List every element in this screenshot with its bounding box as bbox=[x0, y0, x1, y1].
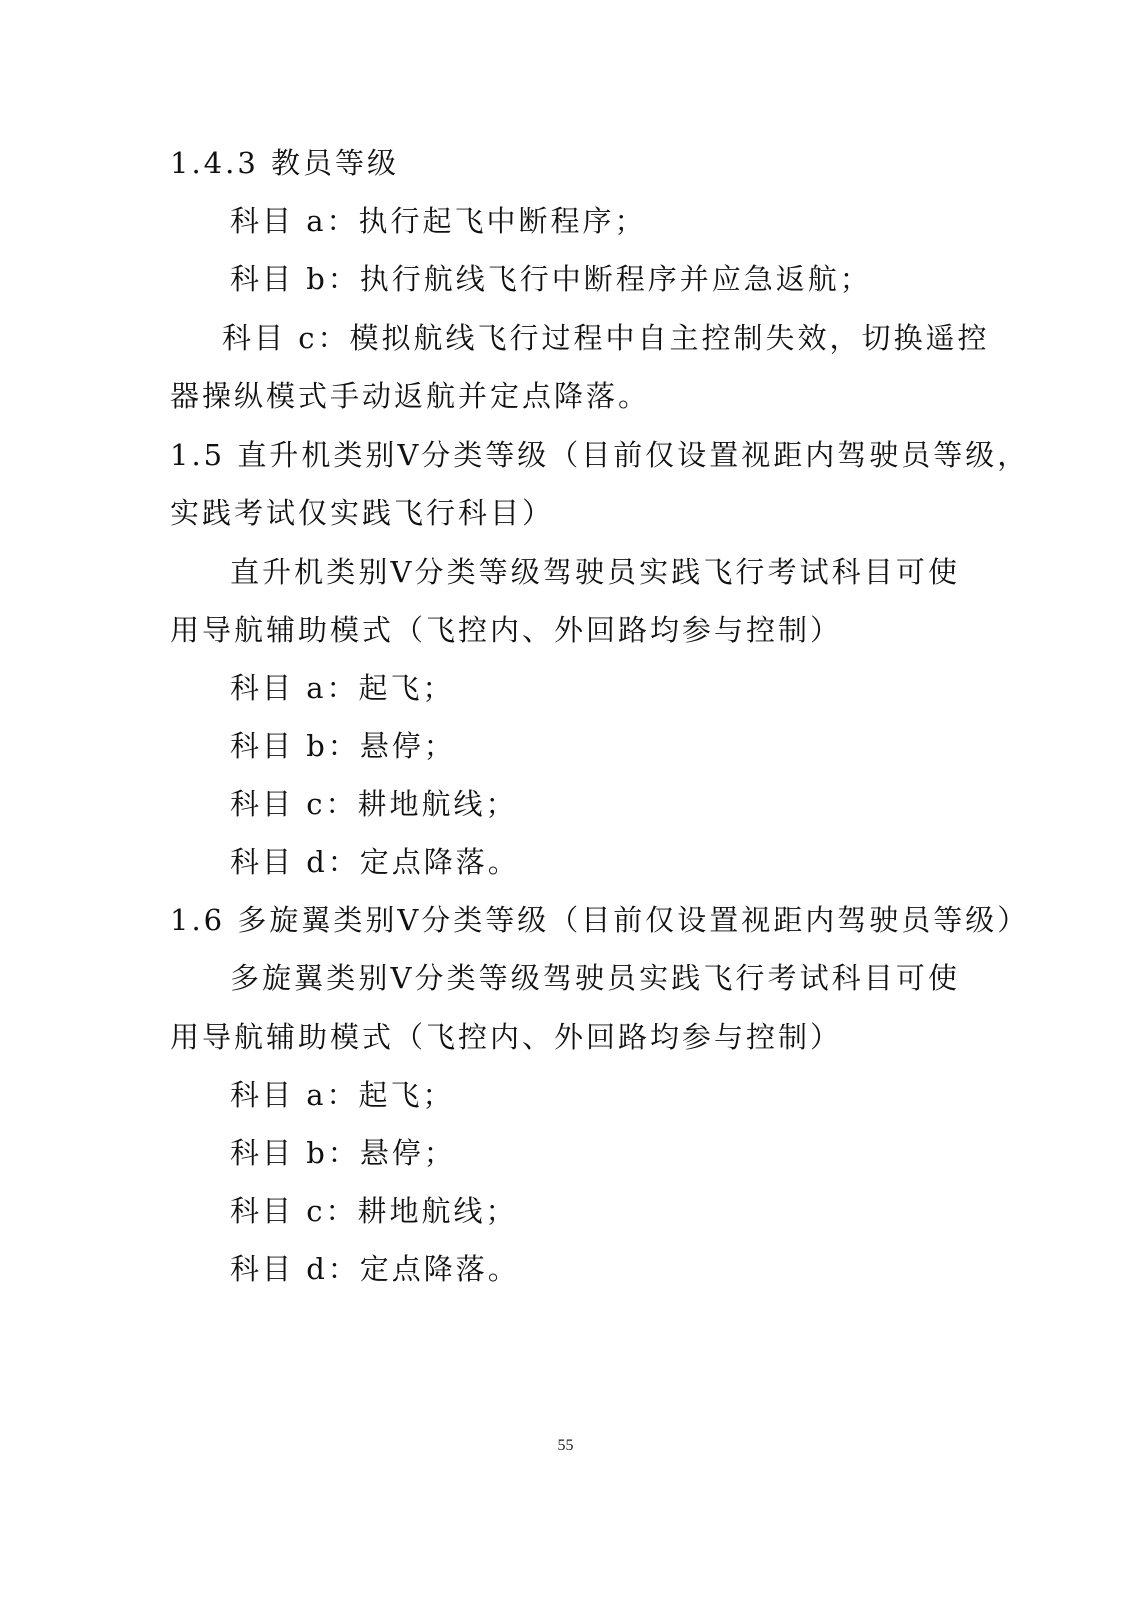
section-heading-1-5-line1: 1.5 直升机类别Ⅴ分类等级（目前仅设置视距内驾驶员等级， bbox=[170, 438, 1030, 472]
list-item-1-6-c: 科目 c：耕地航线； bbox=[230, 1194, 518, 1228]
list-item-1-5-c: 科目 c：耕地航线； bbox=[230, 787, 518, 821]
section-heading-1-5-line2: 实践考试仅实践飞行科目） bbox=[170, 496, 555, 530]
paragraph-1-5-line2: 用导航辅助模式（飞控内、外回路均参与控制） bbox=[170, 613, 843, 647]
list-item-1-5-a: 科目 a：起飞； bbox=[230, 671, 455, 705]
list-item-1-4-3-c-line2: 器操纵模式手动返航并定点降落。 bbox=[170, 379, 651, 413]
list-item-1-4-3-a: 科目 a：执行起飞中断程序； bbox=[230, 204, 647, 238]
list-item-1-5-b: 科目 b：悬停； bbox=[230, 729, 456, 763]
list-item-1-6-d: 科目 d：定点降落。 bbox=[230, 1252, 520, 1286]
list-item-1-4-3-b: 科目 b：执行航线飞行中断程序并应急返航； bbox=[230, 262, 872, 296]
list-item-1-6-a: 科目 a：起飞； bbox=[230, 1078, 455, 1112]
paragraph-1-6-line2: 用导航辅助模式（飞控内、外回路均参与控制） bbox=[170, 1020, 843, 1054]
page-number: 55 bbox=[557, 1437, 574, 1454]
section-heading-1-6: 1.6 多旋翼类别Ⅴ分类等级（目前仅设置视距内驾驶员等级） bbox=[170, 903, 1030, 937]
section-heading-1-4-3: 1.4.3 教员等级 bbox=[170, 146, 400, 180]
list-item-1-6-b: 科目 b：悬停； bbox=[230, 1136, 456, 1170]
paragraph-1-5-line1: 直升机类别Ⅴ分类等级驾驶员实践飞行考试科目可使 bbox=[230, 555, 960, 589]
paragraph-1-6-line1: 多旋翼类别Ⅴ分类等级驾驶员实践飞行考试科目可使 bbox=[230, 961, 960, 995]
list-item-1-5-d: 科目 d：定点降落。 bbox=[230, 845, 520, 879]
list-item-1-4-3-c-line1: 科目 c：模拟航线飞行过程中自主控制失效，切换遥控 bbox=[222, 321, 990, 355]
